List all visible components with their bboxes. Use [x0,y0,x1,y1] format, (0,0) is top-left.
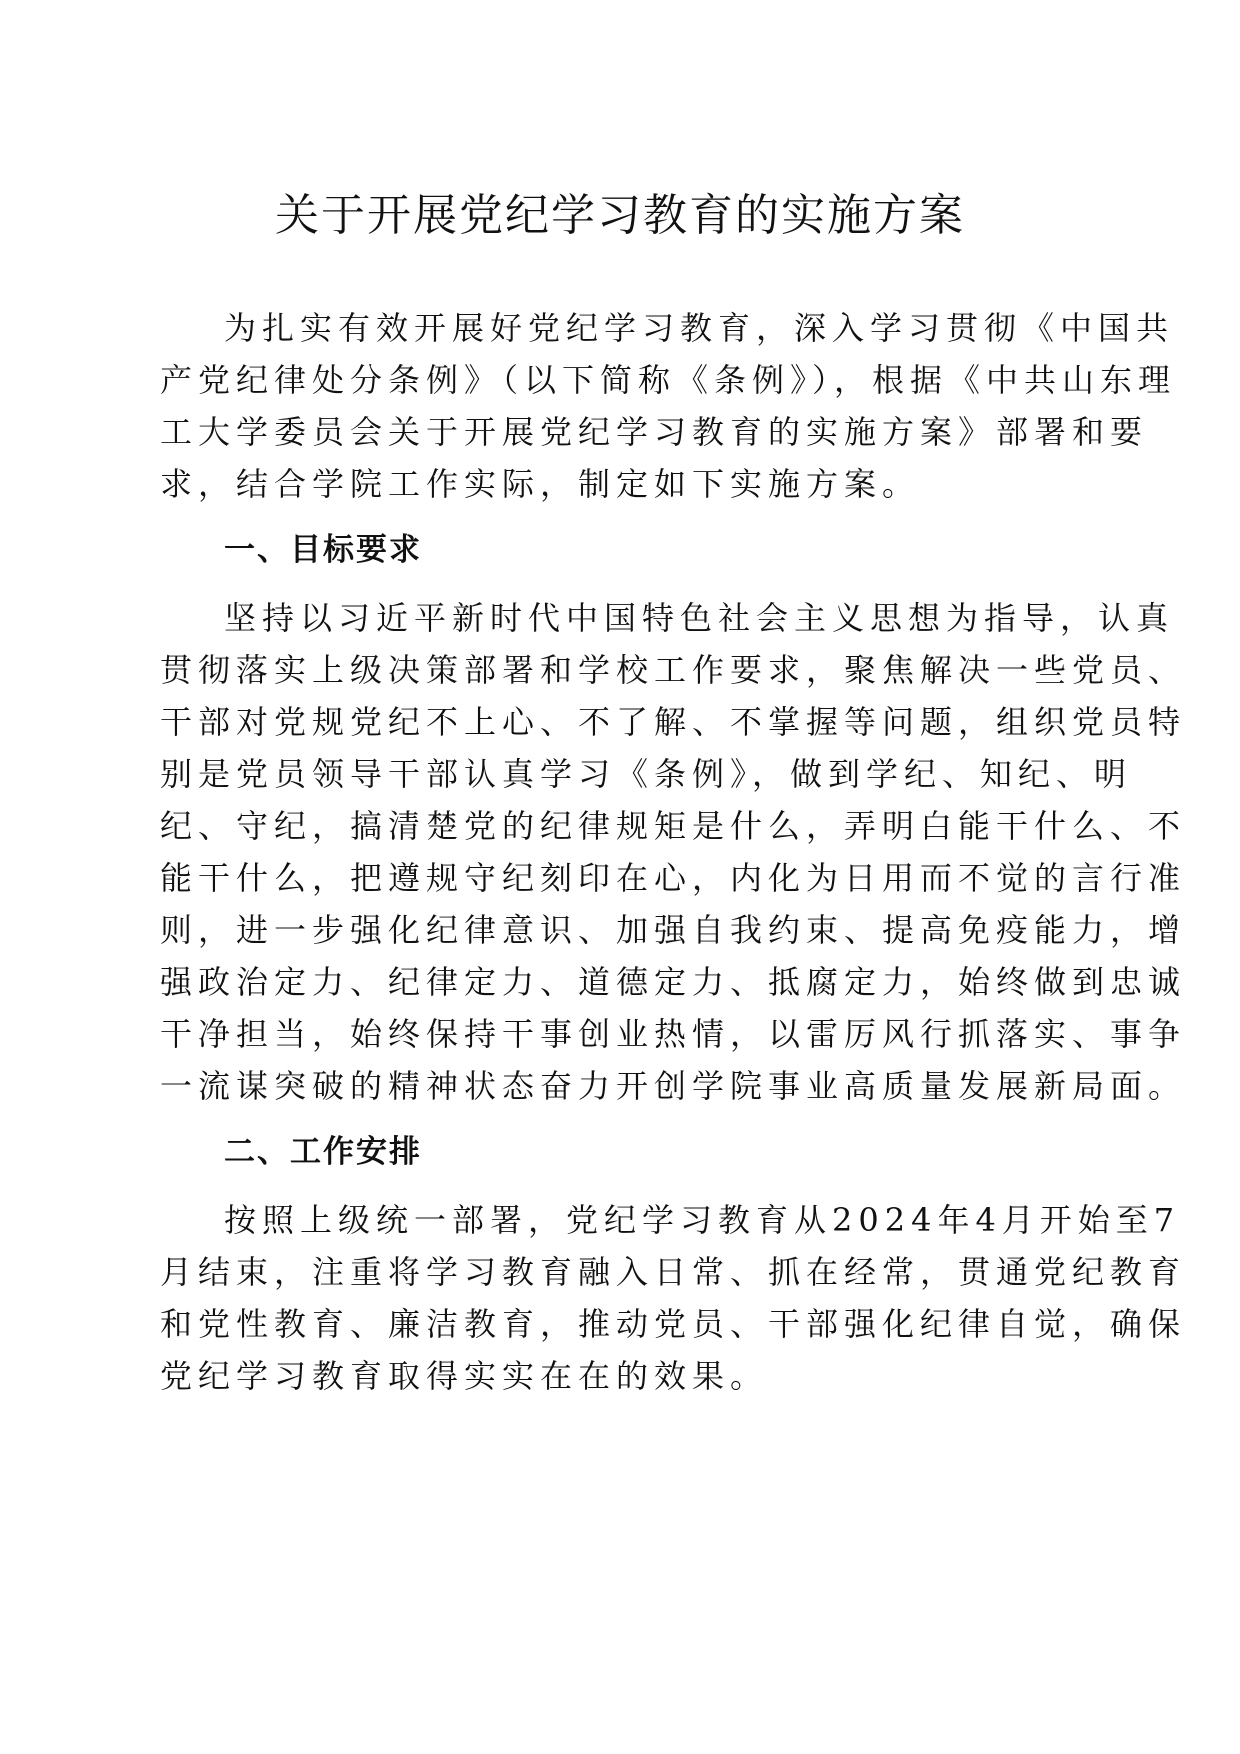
section1-line-3: 干部对党规党纪不上心、不了解、不掌握等问题，组织党员特 [160,703,1187,741]
section1-line-1: 坚持以习近平新时代中国特色社会主义思想为指导，认真 [224,599,1175,637]
section1-line-10: 一流谋突破的精神状态奋力开创学院事业高质量发展新局面。 [160,1067,1187,1105]
section1-line-7: 则，进一步强化纪律意识、加强自我约束、提高免疫能力，增 [160,911,1187,949]
section2-line-2: 月结束，注重将学习教育融入日常、抓在经常，贯通党纪教育 [160,1253,1187,1291]
section1-line-4: 别是党员领导干部认真学习《条例》，做到学纪、知纪、明 [160,755,1133,793]
section2-heading: 二、工作安排 [224,1134,422,1170]
section1-line-2: 贯彻落实上级决策部署和学校工作要求，聚焦解决一些党员、 [160,651,1187,689]
section2-line-4: 党纪学习教育取得实实在在的效果。 [160,1357,769,1395]
intro-line-2: 产党纪律处分条例》（以下简称《条例》），根据《中共山东理 [160,361,1177,399]
section1-heading: 一、目标要求 [224,532,422,568]
section1-line-6: 能干什么，把遵规守纪刻印在心，内化为日用而不觉的言行准 [160,859,1187,897]
section1-line-8: 强政治定力、纪律定力、道德定力、抵腐定力，始终做到忠诚 [160,963,1187,1001]
section1-line-9: 干净担当，始终保持干事创业热情，以雷厉风行抓落实、事争 [160,1015,1187,1053]
section2-line-3: 和党性教育、廉洁教育，推动党员、干部强化纪律自觉，确保 [160,1305,1187,1343]
intro-line-4: 求，结合学院工作实际，制定如下实施方案。 [160,465,921,503]
intro-line-3: 工大学委员会关于开展党纪学习教育的实施方案》部署和要 [160,413,1149,451]
section1-line-5: 纪、守纪，搞清楚党的纪律规矩是什么，弄明白能干什么、不 [160,807,1187,845]
intro-line-1: 为扎实有效开展好党纪学习教育，深入学习贯彻《中国共 [224,309,1175,347]
document-title: 关于开展党纪学习教育的实施方案 [275,190,965,241]
section2-line-1: 按照上级统一部署，党纪学习教育从2024年4月开始至7 [224,1201,1181,1239]
